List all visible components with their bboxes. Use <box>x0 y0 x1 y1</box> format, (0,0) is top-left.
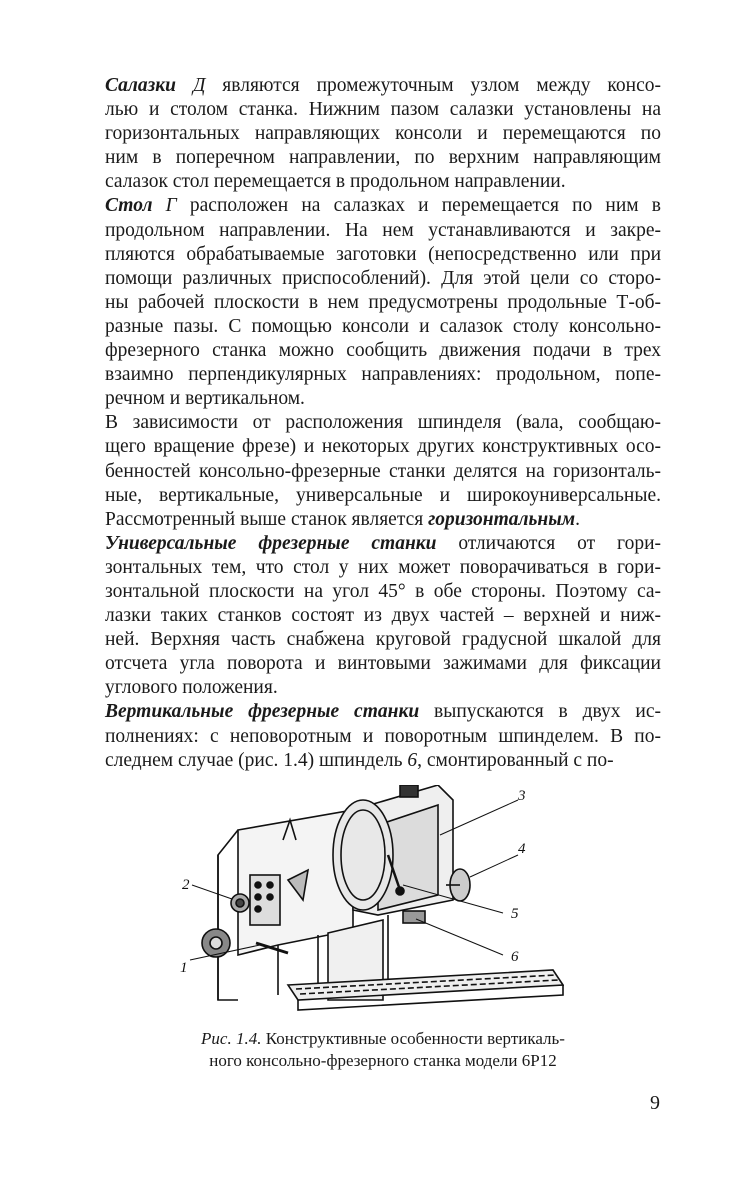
figure-caption <box>105 1028 661 1072</box>
text-run: отличаются от гори- <box>436 532 661 554</box>
text-line <box>105 267 661 291</box>
caption-prefix: Рис. 1.4. <box>201 1029 262 1048</box>
text-run: речном и вертикальном. <box>105 388 305 410</box>
figure-label-6: 6 <box>511 949 519 965</box>
emphasized-term: Вертикальные фрезерные станки <box>105 701 420 723</box>
text-run: Г <box>165 195 177 217</box>
text-run: лазки таких станков состоят из двух частей – верхней и ниж- <box>105 605 661 627</box>
text-line <box>105 315 661 339</box>
figure-label-4: 4 <box>518 841 526 857</box>
text-run: расположен на салазках и перемещается по ним в <box>176 195 662 217</box>
text-run: являются промежуточным узлом между консо- <box>205 75 661 96</box>
text-line <box>105 580 661 604</box>
text-run: фрезерного станка можно сообщить движения подачи в трех <box>105 340 661 362</box>
text-run: горизонтальных направляющих консоли и перемещаются по <box>105 123 661 145</box>
text-run: Рассмотренный выше станок является <box>105 508 429 530</box>
text-run: отсчета угла поворота и винтовыми зажимами для фиксации <box>105 653 661 675</box>
text-run: ней. Верхняя часть снабжена круговой градусной шкалой для <box>105 629 661 651</box>
text-run: ные, вертикальные, универсальные и широкоуниверсальные. <box>105 484 661 506</box>
emphasized-term: Салазки <box>105 75 176 96</box>
body-text <box>105 74 661 773</box>
text-run: продольном направлении. На нем устанавливаются и закре- <box>105 219 661 241</box>
text-line <box>105 243 661 267</box>
page-number: 9 <box>650 1092 660 1114</box>
text-line <box>105 652 661 676</box>
text-line <box>105 74 661 98</box>
text-line <box>105 628 661 652</box>
text-run: зонтальной плоскости на угол 45° в обе стороны. Поэтому са- <box>105 580 661 602</box>
text-line <box>105 411 661 435</box>
text-run: , смонтированный с по- <box>417 749 614 771</box>
text-run: углового положения. <box>105 677 278 699</box>
text-run: . <box>575 508 580 530</box>
text-run: Д <box>192 75 206 96</box>
text-line <box>105 700 661 724</box>
text-line <box>105 170 661 194</box>
text-run: взаимно перпендикулярных направлениях: продольном, попе- <box>105 364 661 386</box>
emphasized-term: горизонтальным <box>428 508 576 530</box>
figure-label-1: 1 <box>180 960 188 976</box>
text-run: бенностей консольно-фрезерные станки делятся на горизонталь- <box>105 460 661 482</box>
text-line <box>105 194 661 218</box>
text-line <box>105 532 661 556</box>
text-line <box>105 219 661 243</box>
text-run: выпускаются в двух ис- <box>419 701 661 723</box>
text-line <box>105 98 661 122</box>
figure-label-3: 3 <box>518 788 526 804</box>
text-run: ны рабочей плоскости в нем предусмотрены продольные Т-об- <box>105 291 661 313</box>
emphasized-term: Стол <box>105 195 153 217</box>
caption-line-1: Конструктивные особенности вертикаль- <box>261 1029 565 1048</box>
text-line <box>105 435 661 459</box>
milling-machine-figure <box>178 785 564 1020</box>
text-run: В зависимости от расположения шпинделя (вала, сообщаю- <box>105 412 661 434</box>
text-line <box>105 676 661 700</box>
text-line <box>105 146 661 170</box>
text-run: 6 <box>407 749 418 771</box>
text-line <box>105 484 661 508</box>
figure-label-5: 5 <box>511 906 519 922</box>
text-line <box>105 749 661 773</box>
text-run: лью и столом станка. Нижним пазом салазки установлены на <box>105 99 661 121</box>
text-line <box>105 339 661 363</box>
text-line <box>105 363 661 387</box>
text-run: разные пазы. С помощью консоли и салазок столу консольно- <box>105 315 661 337</box>
text-line <box>105 122 661 146</box>
text-run: ним в поперечном направлении, по верхним направляющим <box>105 147 661 169</box>
text-run: пляются обрабатываемые заготовки (непосредственно или при <box>105 243 661 265</box>
text-run: помощи различных приспособлений). Для этой цели со сторо- <box>105 267 661 289</box>
text-run: щего вращение фрезе) и некоторых других конструктивных осо- <box>105 436 661 458</box>
text-line <box>105 508 661 532</box>
text-line <box>105 556 661 580</box>
text-line <box>105 387 661 411</box>
text-line <box>105 725 661 749</box>
text-line <box>105 291 661 315</box>
text-run: следнем случае (рис. 1.4) шпиндель <box>105 749 408 771</box>
text-run: полнениях: с неповоротным и поворотным шпинделем. В по- <box>105 725 661 747</box>
text-run: салазок стол перемещается в продольном направлении. <box>105 171 566 193</box>
text-line <box>105 604 661 628</box>
text-line <box>105 460 661 484</box>
figure-label-2: 2 <box>182 877 190 893</box>
caption-line-2: ного консольно-фрезерного станка модели 6Р12 <box>209 1051 557 1070</box>
emphasized-term: Универсальные фрезерные станки <box>105 532 437 554</box>
text-run: зонтальных тем, что стол у них может поворачиваться в гори- <box>105 556 661 578</box>
